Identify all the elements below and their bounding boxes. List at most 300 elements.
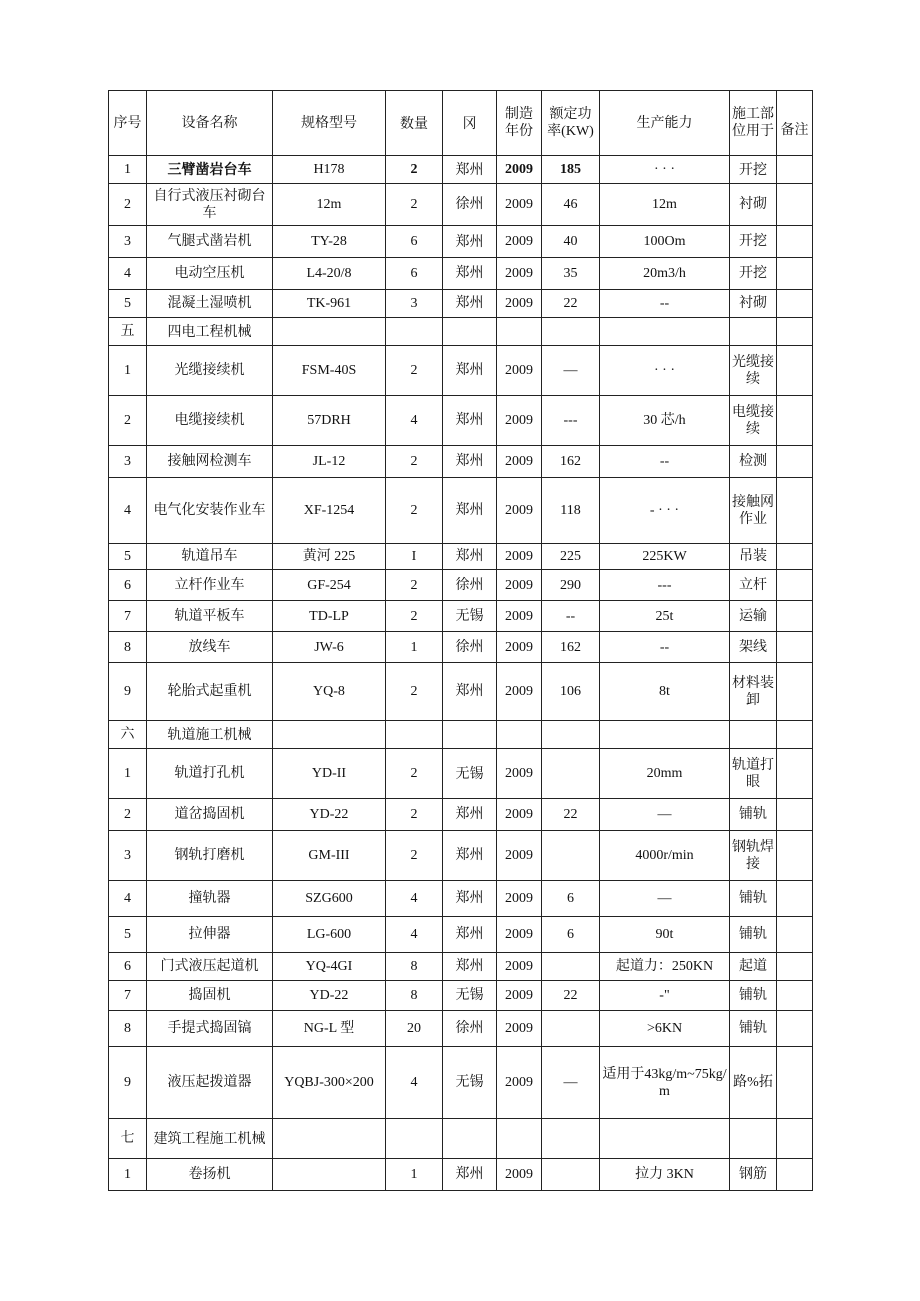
table-row — [109, 258, 813, 290]
cell-model: FSM-40S — [273, 346, 386, 396]
cell-model — [273, 1119, 386, 1159]
cell-capacity: -- — [600, 446, 730, 478]
cell-power: --- — [542, 396, 600, 446]
cell-seq: 1 — [109, 156, 147, 184]
cell-origin: 无锡 — [443, 749, 497, 799]
cell-model: TD-LP — [273, 601, 386, 632]
cell-origin: 郑州 — [443, 346, 497, 396]
cell-seq: 2 — [109, 799, 147, 831]
cell-year: 2009 — [497, 1159, 542, 1191]
cell-year: 2009 — [497, 1011, 542, 1047]
cell-usage: 衬砌 — [730, 290, 777, 318]
cell-origin: 徐州 — [443, 184, 497, 226]
cell-name: 三臂凿岩台车 — [147, 156, 273, 184]
cell-power: 22 — [542, 799, 600, 831]
cell-power — [542, 953, 600, 981]
cell-origin: 郑州 — [443, 226, 497, 258]
cell-usage: 开挖 — [730, 156, 777, 184]
cell-usage: 起道 — [730, 953, 777, 981]
cell-origin — [443, 721, 497, 749]
cell-remark — [777, 446, 813, 478]
cell-qty: 2 — [386, 446, 443, 478]
cell-remark — [777, 721, 813, 749]
cell-name: 捣固机 — [147, 981, 273, 1011]
cell-model: GF-254 — [273, 570, 386, 601]
cell-seq: 六 — [109, 721, 147, 749]
cell-year: 2009 — [497, 226, 542, 258]
cell-name: 放线车 — [147, 632, 273, 663]
cell-capacity: 225KW — [600, 544, 730, 570]
cell-usage: 铺轨 — [730, 881, 777, 917]
cell-year: 2009 — [497, 799, 542, 831]
table-row — [109, 544, 813, 570]
table-row — [109, 396, 813, 446]
table-row — [109, 831, 813, 881]
cell-qty: 2 — [386, 184, 443, 226]
cell-model: YQ-4GI — [273, 953, 386, 981]
cell-remark — [777, 632, 813, 663]
cell-usage: 轨道打眼 — [730, 749, 777, 799]
cell-year: 2009 — [497, 156, 542, 184]
equipment-table — [108, 90, 813, 1191]
cell-name: 液压起拨道器 — [147, 1047, 273, 1119]
cell-seq: 七 — [109, 1119, 147, 1159]
cell-usage: 铺轨 — [730, 981, 777, 1011]
cell-year: 2009 — [497, 290, 542, 318]
cell-usage: 衬砌 — [730, 184, 777, 226]
table-row — [109, 917, 813, 953]
cell-name: 接触网检测车 — [147, 446, 273, 478]
table-row — [109, 184, 813, 226]
cell-seq: 6 — [109, 953, 147, 981]
cell-power: 225 — [542, 544, 600, 570]
cell-year: 2009 — [497, 258, 542, 290]
cell-name: 自行式液压衬砌台车 — [147, 184, 273, 226]
cell-model: H178 — [273, 156, 386, 184]
cell-qty: 2 — [386, 799, 443, 831]
cell-model: 黄河 225 — [273, 544, 386, 570]
cell-model: XF-1254 — [273, 478, 386, 544]
cell-qty: 4 — [386, 396, 443, 446]
cell-seq: 9 — [109, 1047, 147, 1119]
cell-qty — [386, 721, 443, 749]
cell-origin: 徐州 — [443, 570, 497, 601]
cell-model: NG-L 型 — [273, 1011, 386, 1047]
header-usage: 施工部位用于 — [730, 91, 777, 156]
cell-seq: 4 — [109, 881, 147, 917]
cell-model: GM-III — [273, 831, 386, 881]
cell-seq: 3 — [109, 226, 147, 258]
cell-remark — [777, 1119, 813, 1159]
cell-qty: I — [386, 544, 443, 570]
table-row — [109, 318, 813, 346]
cell-power: — — [542, 346, 600, 396]
cell-power: 40 — [542, 226, 600, 258]
cell-usage: 铺轨 — [730, 917, 777, 953]
cell-remark — [777, 226, 813, 258]
cell-model: 12m — [273, 184, 386, 226]
cell-seq: 9 — [109, 663, 147, 721]
header-qty: 数量 — [386, 91, 443, 156]
cell-capacity: — — [600, 799, 730, 831]
cell-seq: 1 — [109, 346, 147, 396]
cell-model: YD-22 — [273, 981, 386, 1011]
cell-year: 2009 — [497, 749, 542, 799]
cell-model: TK-961 — [273, 290, 386, 318]
cell-power — [542, 749, 600, 799]
cell-name: 电缆接续机 — [147, 396, 273, 446]
cell-seq: 3 — [109, 446, 147, 478]
header-power: 额定功率(KW) — [542, 91, 600, 156]
cell-origin: 郑州 — [443, 881, 497, 917]
cell-name: 电动空压机 — [147, 258, 273, 290]
table-row — [109, 632, 813, 663]
cell-origin: 郑州 — [443, 1159, 497, 1191]
cell-origin: 徐州 — [443, 632, 497, 663]
cell-year: 2009 — [497, 953, 542, 981]
cell-seq: 五 — [109, 318, 147, 346]
cell-seq: 8 — [109, 1011, 147, 1047]
cell-model: YD-22 — [273, 799, 386, 831]
cell-usage: 路%拓 — [730, 1047, 777, 1119]
cell-name: 卷扬机 — [147, 1159, 273, 1191]
cell-usage — [730, 721, 777, 749]
cell-usage: 检测 — [730, 446, 777, 478]
cell-origin: 无锡 — [443, 601, 497, 632]
cell-origin: 郑州 — [443, 446, 497, 478]
header-origin: 冈 — [443, 91, 497, 156]
cell-origin: 郑州 — [443, 478, 497, 544]
cell-year: 2009 — [497, 831, 542, 881]
cell-name: 道岔捣固机 — [147, 799, 273, 831]
cell-remark — [777, 953, 813, 981]
cell-origin — [443, 1119, 497, 1159]
cell-capacity: 起道力：250KN — [600, 953, 730, 981]
table-row — [109, 446, 813, 478]
cell-name: 光缆接续机 — [147, 346, 273, 396]
table-row — [109, 1047, 813, 1119]
cell-year: 2009 — [497, 1047, 542, 1119]
cell-power: 106 — [542, 663, 600, 721]
cell-origin: 郑州 — [443, 156, 497, 184]
cell-model — [273, 721, 386, 749]
cell-usage: 开挖 — [730, 258, 777, 290]
cell-name: 电气化安装作业车 — [147, 478, 273, 544]
table-row — [109, 799, 813, 831]
cell-name: 轨道吊车 — [147, 544, 273, 570]
cell-name: 轮胎式起重机 — [147, 663, 273, 721]
table-row — [109, 881, 813, 917]
cell-power — [542, 1119, 600, 1159]
cell-origin: 无锡 — [443, 981, 497, 1011]
cell-usage: 铺轨 — [730, 1011, 777, 1047]
table-header-row — [109, 91, 813, 156]
cell-seq: 7 — [109, 981, 147, 1011]
cell-power: 6 — [542, 881, 600, 917]
cell-name: 轨道平板车 — [147, 601, 273, 632]
cell-power — [542, 831, 600, 881]
cell-seq: 4 — [109, 258, 147, 290]
cell-year: 2009 — [497, 601, 542, 632]
cell-power: 118 — [542, 478, 600, 544]
cell-remark — [777, 478, 813, 544]
cell-model: SZG600 — [273, 881, 386, 917]
cell-usage: 运输 — [730, 601, 777, 632]
cell-power: 6 — [542, 917, 600, 953]
cell-qty: 1 — [386, 632, 443, 663]
cell-year: 2009 — [497, 663, 542, 721]
cell-year — [497, 318, 542, 346]
cell-model: YD-II — [273, 749, 386, 799]
cell-origin: 无锡 — [443, 1047, 497, 1119]
cell-capacity: -" — [600, 981, 730, 1011]
cell-usage: 接触网作业 — [730, 478, 777, 544]
cell-power — [542, 1159, 600, 1191]
cell-capacity: 适用于43kg/m~75kg/m — [600, 1047, 730, 1119]
cell-capacity: -- — [600, 632, 730, 663]
cell-qty: 20 — [386, 1011, 443, 1047]
cell-remark — [777, 258, 813, 290]
cell-qty: 1 — [386, 1159, 443, 1191]
cell-model: TY-28 — [273, 226, 386, 258]
cell-qty: 2 — [386, 570, 443, 601]
cell-qty: 2 — [386, 601, 443, 632]
cell-seq: 1 — [109, 1159, 147, 1191]
table-row — [109, 226, 813, 258]
table-row — [109, 156, 813, 184]
cell-remark — [777, 156, 813, 184]
cell-model — [273, 1159, 386, 1191]
cell-qty: 2 — [386, 749, 443, 799]
cell-model: YQBJ-300×200 — [273, 1047, 386, 1119]
cell-model: JW-6 — [273, 632, 386, 663]
cell-capacity: --- — [600, 570, 730, 601]
header-model: 规格型号 — [273, 91, 386, 156]
cell-usage: 钢筋 — [730, 1159, 777, 1191]
cell-year: 2009 — [497, 570, 542, 601]
cell-capacity: · · · — [600, 346, 730, 396]
cell-capacity: 100Om — [600, 226, 730, 258]
cell-capacity: 90t — [600, 917, 730, 953]
cell-capacity: — — [600, 881, 730, 917]
cell-year — [497, 1119, 542, 1159]
cell-capacity: 25t — [600, 601, 730, 632]
cell-year: 2009 — [497, 917, 542, 953]
cell-year: 2009 — [497, 478, 542, 544]
cell-power: 35 — [542, 258, 600, 290]
cell-qty: 2 — [386, 478, 443, 544]
cell-year: 2009 — [497, 184, 542, 226]
cell-origin: 郑州 — [443, 799, 497, 831]
cell-name: 气腿式凿岩机 — [147, 226, 273, 258]
cell-seq: 5 — [109, 917, 147, 953]
cell-capacity: 拉力 3KN — [600, 1159, 730, 1191]
cell-remark — [777, 831, 813, 881]
cell-year: 2009 — [497, 544, 542, 570]
cell-origin: 郑州 — [443, 544, 497, 570]
cell-year: 2009 — [497, 881, 542, 917]
cell-usage: 吊装 — [730, 544, 777, 570]
table-row — [109, 346, 813, 396]
cell-usage: 立杆 — [730, 570, 777, 601]
table-row — [109, 981, 813, 1011]
cell-remark — [777, 544, 813, 570]
cell-seq: 1 — [109, 749, 147, 799]
cell-power: 290 — [542, 570, 600, 601]
table-row — [109, 749, 813, 799]
cell-seq: 3 — [109, 831, 147, 881]
table-row — [109, 1011, 813, 1047]
cell-year — [497, 721, 542, 749]
cell-remark — [777, 981, 813, 1011]
cell-name: 手提式捣固镐 — [147, 1011, 273, 1047]
cell-remark — [777, 346, 813, 396]
cell-year: 2009 — [497, 981, 542, 1011]
cell-usage — [730, 318, 777, 346]
cell-usage: 架线 — [730, 632, 777, 663]
cell-capacity — [600, 318, 730, 346]
header-capacity: 生产能力 — [600, 91, 730, 156]
cell-remark — [777, 184, 813, 226]
cell-name: 建筑工程施工机械 — [147, 1119, 273, 1159]
cell-remark — [777, 396, 813, 446]
cell-origin: 郑州 — [443, 290, 497, 318]
cell-power: 22 — [542, 290, 600, 318]
cell-name: 轨道打孔机 — [147, 749, 273, 799]
cell-remark — [777, 290, 813, 318]
cell-remark — [777, 663, 813, 721]
cell-power: 46 — [542, 184, 600, 226]
cell-capacity: >6KN — [600, 1011, 730, 1047]
cell-capacity: 12m — [600, 184, 730, 226]
cell-qty: 6 — [386, 226, 443, 258]
cell-seq: 5 — [109, 544, 147, 570]
cell-capacity: 20m3/h — [600, 258, 730, 290]
cell-power — [542, 318, 600, 346]
cell-seq: 8 — [109, 632, 147, 663]
cell-name: 钢轨打磨机 — [147, 831, 273, 881]
cell-usage — [730, 1119, 777, 1159]
table-row — [109, 953, 813, 981]
cell-year: 2009 — [497, 446, 542, 478]
cell-capacity: 20mm — [600, 749, 730, 799]
cell-remark — [777, 917, 813, 953]
cell-name: 门式液压起道机 — [147, 953, 273, 981]
cell-qty: 2 — [386, 663, 443, 721]
cell-seq: 4 — [109, 478, 147, 544]
cell-qty: 4 — [386, 917, 443, 953]
cell-remark — [777, 749, 813, 799]
cell-origin: 郑州 — [443, 917, 497, 953]
cell-qty: 6 — [386, 258, 443, 290]
cell-model: LG-600 — [273, 917, 386, 953]
cell-usage: 钢轨焊接 — [730, 831, 777, 881]
cell-qty: 3 — [386, 290, 443, 318]
cell-qty: 2 — [386, 831, 443, 881]
cell-usage: 光缆接续 — [730, 346, 777, 396]
cell-power: 22 — [542, 981, 600, 1011]
cell-qty: 2 — [386, 156, 443, 184]
cell-seq: 7 — [109, 601, 147, 632]
table-row — [109, 721, 813, 749]
cell-power — [542, 721, 600, 749]
cell-model: L4-20/8 — [273, 258, 386, 290]
cell-power: — — [542, 1047, 600, 1119]
cell-remark — [777, 601, 813, 632]
cell-remark — [777, 318, 813, 346]
cell-model: JL-12 — [273, 446, 386, 478]
cell-model: YQ-8 — [273, 663, 386, 721]
table-row — [109, 663, 813, 721]
cell-usage: 铺轨 — [730, 799, 777, 831]
cell-name: 拉伸器 — [147, 917, 273, 953]
cell-power: -- — [542, 601, 600, 632]
cell-remark — [777, 799, 813, 831]
cell-seq: 2 — [109, 396, 147, 446]
cell-qty: 4 — [386, 881, 443, 917]
cell-model: 57DRH — [273, 396, 386, 446]
cell-usage: 材料装卸 — [730, 663, 777, 721]
header-year: 制造年份 — [497, 91, 542, 156]
cell-capacity: 30 芯/h — [600, 396, 730, 446]
cell-year: 2009 — [497, 632, 542, 663]
header-remark: 备注 — [777, 91, 813, 156]
header-seq: 序号 — [109, 91, 147, 156]
cell-year: 2009 — [497, 346, 542, 396]
cell-model — [273, 318, 386, 346]
cell-year: 2009 — [497, 396, 542, 446]
table-row — [109, 290, 813, 318]
cell-qty: 4 — [386, 1047, 443, 1119]
cell-capacity: - · · · — [600, 478, 730, 544]
cell-power: 185 — [542, 156, 600, 184]
cell-name: 撞轨器 — [147, 881, 273, 917]
table-row — [109, 1119, 813, 1159]
cell-power: 162 — [542, 446, 600, 478]
table-row — [109, 601, 813, 632]
cell-name: 四电工程机械 — [147, 318, 273, 346]
table-row — [109, 478, 813, 544]
table-row — [109, 570, 813, 601]
cell-capacity: 4000r/min — [600, 831, 730, 881]
cell-remark — [777, 881, 813, 917]
cell-remark — [777, 1011, 813, 1047]
header-name: 设备名称 — [147, 91, 273, 156]
cell-remark — [777, 1047, 813, 1119]
cell-capacity: · · · — [600, 156, 730, 184]
cell-remark — [777, 1159, 813, 1191]
cell-origin: 郑州 — [443, 396, 497, 446]
cell-origin: 郑州 — [443, 258, 497, 290]
cell-capacity: -- — [600, 290, 730, 318]
cell-seq: 2 — [109, 184, 147, 226]
cell-capacity — [600, 721, 730, 749]
cell-qty: 2 — [386, 346, 443, 396]
table-row — [109, 1159, 813, 1191]
cell-qty: 8 — [386, 981, 443, 1011]
cell-origin — [443, 318, 497, 346]
cell-usage: 电缆接续 — [730, 396, 777, 446]
cell-origin: 郑州 — [443, 831, 497, 881]
cell-origin: 郑州 — [443, 953, 497, 981]
cell-usage: 开挖 — [730, 226, 777, 258]
cell-qty: 8 — [386, 953, 443, 981]
cell-origin: 郑州 — [443, 663, 497, 721]
cell-power: 162 — [542, 632, 600, 663]
cell-capacity: 8t — [600, 663, 730, 721]
cell-name: 混凝土湿喷机 — [147, 290, 273, 318]
cell-origin: 徐州 — [443, 1011, 497, 1047]
